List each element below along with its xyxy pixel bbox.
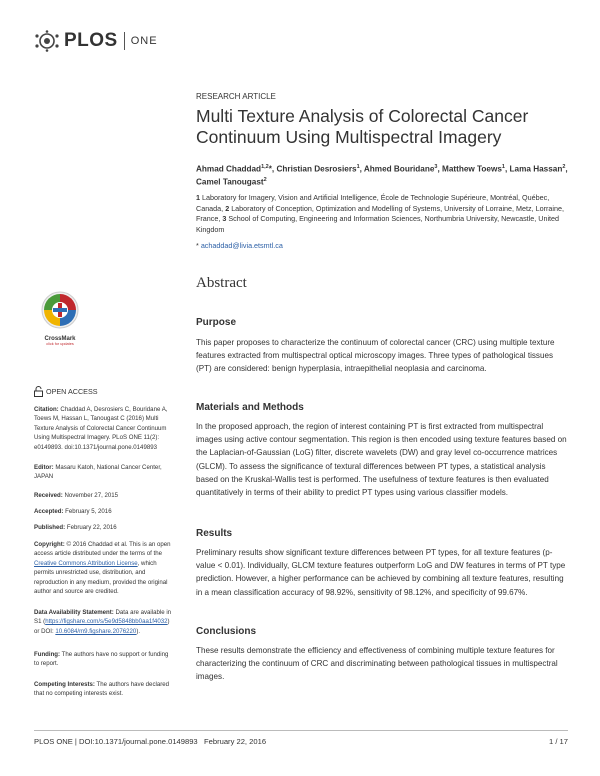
correspondence-mark: * [196,241,199,250]
crossmark-badge[interactable] [34,290,86,346]
citation-block [34,405,174,452]
corresponding-author-mark: * [268,164,272,174]
data-availability-post: ). [136,627,141,635]
plos-logo-icon [34,30,60,52]
author-separator: , [565,164,568,174]
affiliation-text: School of Computing, Engineering and Information Sciences, Northumbria University, Newcastle, United Kingdom [196,214,560,234]
author-affiliation-sup: 2 [562,164,566,170]
footer-divider [34,730,568,731]
correspondence [196,241,568,250]
open-access-badge [34,386,98,397]
competing-interests-label: Competing Interests: [34,681,95,688]
crossmark-icon [34,290,86,330]
logo-divider [124,32,125,50]
copyright-text-pre: © 2016 Chaddad et al. This is an open access article distributed under the terms of the [34,541,171,558]
author-name: Camel Tanougast [196,177,264,187]
received-label: Received: [34,492,63,499]
editor-text: Masaru Katoh, National Cancer Center, JAPAN [34,464,162,481]
methods-text: In the proposed approach, the region of interest containing PT is first extracted from multispectral images using active contour segmentation. This region is then encoded using texture features based on the Laplacian-of-Gaussian (LoG) filter, discrete wavelets (DW) and gray level co-occurrence matrices (GLCM). To assess the significance of textural differences between PT types, a statistical analysis based on the Kruskal-Wallis test is performed. The usefulness of texture features is then evaluated quantitatively in terms of their ability to predict PT types using various classifier models. [196,422,567,498]
author-separator: , [437,164,443,174]
published-block [34,523,174,532]
funding-block [34,650,174,669]
doi-link[interactable]: 10.6084/m9.figshare.2076220 [55,627,137,635]
affiliation-text: Laboratory of Conception, Optimization and Modelling of Systems, University of Lorraine, Metz, Lorraine, France, [196,203,564,224]
paper-title: Multi Texture Analysis of Colorectal Cancer Continuum Using Multispectral Imagery [196,106,529,147]
competing-interests-block [34,680,174,699]
affiliation-text: Laboratory for Imagery, Vision and Artificial Intelligence, École de Technologie Supérieure, Montréal, Québec, Canada, [196,193,550,213]
brand-name: PLOS [64,30,118,51]
affiliation-number: 2 [225,203,230,213]
author-separator: , [271,164,277,174]
author-separator: , [504,164,510,174]
published-label: Published: [34,524,66,531]
author-affiliation-sup: 1,2 [261,164,269,170]
journal-logo[interactable] [34,28,158,54]
methods-heading: Materials and Methods [196,402,304,413]
author-affiliation-sup: 1 [501,164,505,170]
editor-label: Editor: [34,464,54,471]
purpose-text: This paper proposes to characterize the continuum of colorectal cancer (CRC) using multiple texture features extracted from multispectral optical microscopy images. Three types of pathological tissues (PT) are considered: benign hyperplasia, intraepithelial neoplasia and carcinoma. [196,338,555,374]
published-date: February 22, 2016 [66,524,117,531]
article-type: RESEARCH ARTICLE [196,92,276,101]
correspondence-email-link[interactable]: achaddad@livia.etsmtl.ca [200,241,283,250]
citation-label: Citation: [34,406,59,413]
received-date: November 27, 2015 [64,492,119,499]
competing-interests-text: The authors have declared that no competing interests exist. [34,681,170,698]
author-affiliation-sup: 3 [434,164,438,170]
author-affiliation-sup: 1 [356,164,360,170]
crossmark-label: CrossMark [44,336,76,342]
results-heading: Results [196,528,233,539]
author-name: Lama Hassan [509,164,563,174]
journal-name: ONE [130,35,158,47]
conclusions-text: These results demonstrate the efficiency and effectiveness of combining multiple texture features for characterizing the continuum of CRC and discriminating between pathological tissues in multispectral images. [196,646,558,682]
accepted-date: February 5, 2016 [65,508,112,515]
author-name: Matthew Toews [442,164,502,174]
footer-citation: PLOS ONE | DOI:10.1371/journal.pone.0149893 February 22, 2016 [34,737,267,746]
author-separator: , [359,164,364,174]
citation-text: Chaddad A, Desrosiers C, Bouridane A, Toews M, Hassan L, Tanougast C (2016) Multi Texture Analysis of Colorectal Cancer Continuum Using Multispectral Imagery. PLoS ONE 11(2): e0149893. doi:10.1371/journal.pone.0149893 [34,406,168,451]
data-availability-block [34,608,174,636]
funding-text: The authors have no support or funding to report. [34,651,169,668]
purpose-heading: Purpose [196,317,237,328]
author-list [196,162,568,188]
page-number: 1 / 17 [549,737,568,746]
abstract-heading: Abstract [196,275,247,291]
data-availability-label: Data Availability Statement: [34,609,114,616]
affiliations [196,193,568,235]
copyright-label: Copyright: [34,541,65,548]
affiliation-number: 3 [222,214,227,224]
figshare-link[interactable]: https://figshare.com/s/5e9d5848bb0aa1f4032 [45,618,168,626]
author-affiliation-sup: 2 [263,177,267,184]
open-access-label: OPEN ACCESS [46,387,98,396]
funding-label: Funding: [34,651,61,658]
author-name: Ahmad Chaddad [196,164,262,174]
crossmark-sublabel: click for updates [46,342,74,346]
author-name: Ahmed Bouridane [363,164,435,174]
affiliation-number: 1 [196,193,200,202]
accepted-block [34,507,174,516]
conclusions-heading: Conclusions [196,626,257,637]
data-availability-mid: ) or DOI: [34,618,170,635]
license-link[interactable]: Creative Commons Attribution License [34,559,138,567]
data-availability-pre: Data are available in S1 ( [34,609,172,626]
received-block [34,491,174,500]
copyright-block [34,540,174,596]
copyright-text-post: , which permits unrestricted use, distribution, and reproduction in any medium, provided the original author and source are credited. [34,559,168,596]
open-lock-icon [34,386,43,397]
editor-block [34,463,174,482]
accepted-label: Accepted: [34,508,64,515]
author-name: Christian Desrosiers [276,164,357,174]
results-text: Preliminary results show significant texture differences between PT types, for all texture features (p-value < 0.01). Individually, GLCM texture features outperform LoG and DW features in terms of PT type prediction. However, a higher performance can be achieved by combining all texture features, resulting in a mean classification accuracy of 98.92%, sensitivity of 98.12%, and specificity of 99.67%. [196,548,566,597]
